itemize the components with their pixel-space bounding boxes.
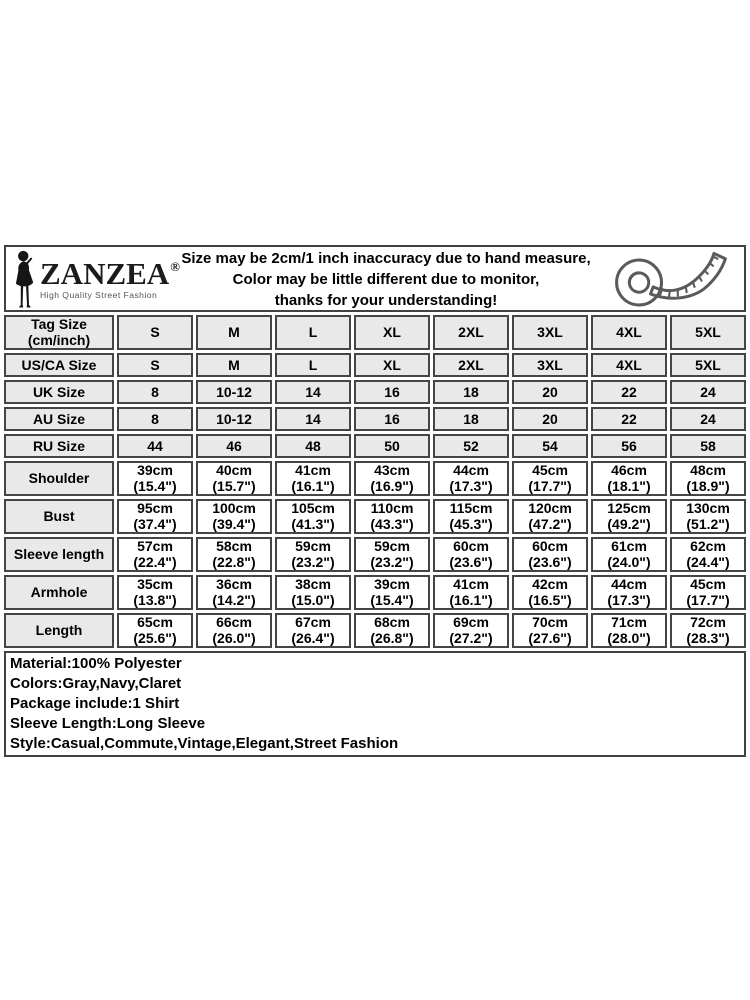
size-cell: 45cm (17.7") xyxy=(670,575,746,610)
row-label: Sleeve length xyxy=(4,537,114,572)
size-cell: S xyxy=(117,353,193,377)
size-cell: 39cm (15.4") xyxy=(117,461,193,496)
detail-line: Sleeve Length:Long Sleeve xyxy=(10,715,206,732)
size-cell: 125cm (49.2") xyxy=(591,499,667,534)
size-cell: 2XL xyxy=(433,353,509,377)
size-cell: 95cm (37.4") xyxy=(117,499,193,534)
size-cell: 18 xyxy=(433,407,509,431)
size-cell: 42cm (16.5") xyxy=(512,575,588,610)
table-row-tag-size xyxy=(4,315,746,350)
row-label: Armhole xyxy=(4,575,114,610)
size-cell: 44cm (17.3") xyxy=(591,575,667,610)
table-row-shoulder xyxy=(4,461,746,496)
size-cell: L xyxy=(275,353,351,377)
size-cell: 3XL xyxy=(512,315,588,350)
size-cell: 41cm (16.1") xyxy=(275,461,351,496)
table-row-armhole xyxy=(4,575,746,610)
detail-line: Style:Casual,Commute,Vintage,Elegant,Street Fashion xyxy=(10,735,399,752)
table-row-sleeve-length xyxy=(4,537,746,572)
size-cell: 56 xyxy=(591,434,667,458)
size-cell: 61cm (24.0") xyxy=(591,537,667,572)
size-cell: 67cm (26.4") xyxy=(275,613,351,648)
size-cell: 45cm (17.7") xyxy=(512,461,588,496)
size-cell: 70cm (27.6") xyxy=(512,613,588,648)
size-cell: 46cm (18.1") xyxy=(591,461,667,496)
table-row-us-ca-size xyxy=(4,353,746,377)
woman-silhouette-icon xyxy=(12,250,38,308)
size-cell: XL xyxy=(354,315,430,350)
size-cell: 22 xyxy=(591,407,667,431)
size-cell: 50 xyxy=(354,434,430,458)
size-cell: 10-12 xyxy=(196,407,272,431)
row-label: Bust xyxy=(4,499,114,534)
size-cell: 48 xyxy=(275,434,351,458)
notice-line-3: thanks for your understanding! xyxy=(274,291,498,309)
notice-line-2: Color may be little different due to monitor, xyxy=(232,270,540,288)
size-cell: 46 xyxy=(196,434,272,458)
size-cell: 44cm (17.3") xyxy=(433,461,509,496)
size-cell: 59cm (23.2") xyxy=(354,537,430,572)
size-cell: 39cm (15.4") xyxy=(354,575,430,610)
size-cell: 24 xyxy=(670,380,746,404)
size-cell: 36cm (14.2") xyxy=(196,575,272,610)
size-cell: 105cm (41.3") xyxy=(275,499,351,534)
row-label: Length xyxy=(4,613,114,648)
measure-notice xyxy=(178,247,594,311)
size-cell: 59cm (23.2") xyxy=(275,537,351,572)
size-cell: S xyxy=(117,315,193,350)
size-cell: 14 xyxy=(275,380,351,404)
size-cell: 66cm (26.0") xyxy=(196,613,272,648)
size-cell: 40cm (15.7") xyxy=(196,461,272,496)
registered-mark: ® xyxy=(170,258,180,274)
table-row-au-size xyxy=(4,407,746,431)
size-cell: 8 xyxy=(117,380,193,404)
size-cell: 60cm (23.6") xyxy=(512,537,588,572)
row-label: Tag Size (cm/inch) xyxy=(4,315,114,350)
size-cell: 54 xyxy=(512,434,588,458)
size-cell: 48cm (18.9") xyxy=(670,461,746,496)
size-cell: 62cm (24.4") xyxy=(670,537,746,572)
size-cell: 20 xyxy=(512,407,588,431)
row-label: US/CA Size xyxy=(4,353,114,377)
table-row-bust xyxy=(4,499,746,534)
size-cell: 24 xyxy=(670,407,746,431)
size-cell: 110cm (43.3") xyxy=(354,499,430,534)
size-cell: 115cm (45.3") xyxy=(433,499,509,534)
size-table-body xyxy=(4,315,746,648)
size-cell: 16 xyxy=(354,380,430,404)
size-cell: 58 xyxy=(670,434,746,458)
size-cell: 20 xyxy=(512,380,588,404)
table-row-uk-size xyxy=(4,380,746,404)
size-cell: 68cm (26.8") xyxy=(354,613,430,648)
detail-line: Colors:Gray,Navy,Claret xyxy=(10,675,182,692)
size-cell: 72cm (28.3") xyxy=(670,613,746,648)
size-cell: L xyxy=(275,315,351,350)
size-cell: 100cm (39.4") xyxy=(196,499,272,534)
size-cell: 58cm (22.8") xyxy=(196,537,272,572)
product-details xyxy=(4,651,746,757)
chart-header xyxy=(4,245,746,312)
size-cell: 10-12 xyxy=(196,380,272,404)
size-chart-sheet xyxy=(4,245,746,757)
detail-line: Package include:1 Shirt xyxy=(10,695,180,712)
size-cell: 60cm (23.6") xyxy=(433,537,509,572)
size-cell: 4XL xyxy=(591,315,667,350)
size-cell: 120cm (47.2") xyxy=(512,499,588,534)
size-cell: 41cm (16.1") xyxy=(433,575,509,610)
size-cell: 2XL xyxy=(433,315,509,350)
size-cell: 3XL xyxy=(512,353,588,377)
brand-name: ZANZEA® xyxy=(40,255,180,291)
notice-line-1: Size may be 2cm/1 inch inaccuracy due to hand measure, xyxy=(181,249,591,267)
size-cell: M xyxy=(196,315,272,350)
size-cell: 4XL xyxy=(591,353,667,377)
brand-logo xyxy=(6,250,178,308)
size-cell: 35cm (13.8") xyxy=(117,575,193,610)
row-label: AU Size xyxy=(4,407,114,431)
size-cell: XL xyxy=(354,353,430,377)
row-label: RU Size xyxy=(4,434,114,458)
size-cell: 44 xyxy=(117,434,193,458)
size-table xyxy=(1,312,749,651)
size-cell: 18 xyxy=(433,380,509,404)
size-cell: 14 xyxy=(275,407,351,431)
size-cell: 65cm (25.6") xyxy=(117,613,193,648)
brand-tagline: High Quality Street Fashion xyxy=(40,289,158,300)
table-row-ru-size xyxy=(4,434,746,458)
detail-line: Material:100% Polyester xyxy=(10,655,182,672)
row-label: Shoulder xyxy=(4,461,114,496)
size-cell: 5XL xyxy=(670,353,746,377)
size-cell: 43cm (16.9") xyxy=(354,461,430,496)
row-label: UK Size xyxy=(4,380,114,404)
size-cell: 8 xyxy=(117,407,193,431)
size-cell: 38cm (15.0") xyxy=(275,575,351,610)
size-cell: 57cm (22.4") xyxy=(117,537,193,572)
size-cell: M xyxy=(196,353,272,377)
size-cell: 52 xyxy=(433,434,509,458)
size-cell: 130cm (51.2") xyxy=(670,499,746,534)
size-cell: 71cm (28.0") xyxy=(591,613,667,648)
brand-text xyxy=(40,255,180,300)
table-row-length xyxy=(4,613,746,648)
size-cell: 5XL xyxy=(670,315,746,350)
size-cell: 16 xyxy=(354,407,430,431)
size-cell: 22 xyxy=(591,380,667,404)
size-cell: 69cm (27.2") xyxy=(433,613,509,648)
tape-measure-icon xyxy=(594,242,744,316)
